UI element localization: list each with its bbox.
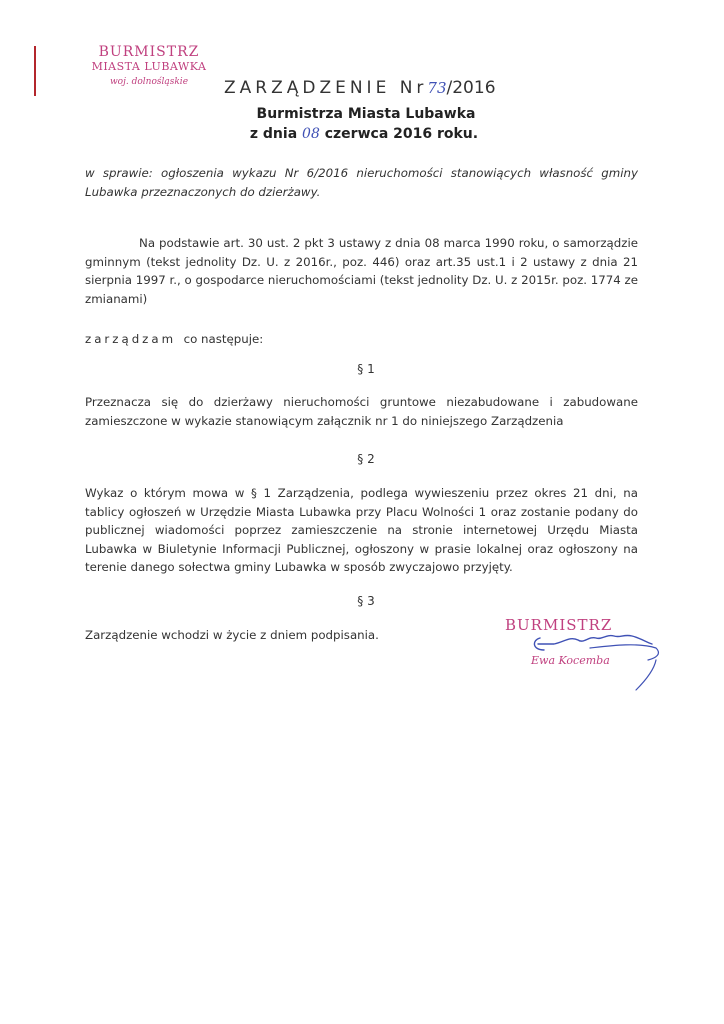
section-3-text: Zarządzenie wchodzi w życie z dniem podpisania. <box>85 628 379 642</box>
legal-basis-paragraph: Na podstawie art. 30 ust. 2 pkt 3 ustawy z dnia 08 marca 1990 roku, o samorządzie gminnym (tekst jednolity Dz. U. z 2016r., poz. 446) oraz art.35 ust.1 i 2 ustawy z dnia 21 sierpnia 1997 r., o gospodarce nieruchomościami (tekst jednolity Dz. U. z 2015r. poz. 1774 ze zmianami) <box>85 236 638 306</box>
handwritten-number: 73 <box>427 79 447 97</box>
title-prefix: ZARZĄDZENIE Nr <box>224 78 428 98</box>
date-prefix: z dnia <box>249 126 298 142</box>
section-mark-1: § 1 <box>357 362 375 376</box>
office-stamp <box>74 44 224 90</box>
subject-paragraph: w sprawie: ogłoszenia wykazu Nr 6/2016 nieruchomości stanowiących własność gminy Lubawka przeznaczonych do dzierżawy. <box>85 166 638 199</box>
handwritten-signature <box>528 624 668 694</box>
decree-rest: co następuje: <box>183 332 264 346</box>
signature-stamp-title: BURMISTRZ <box>505 616 613 634</box>
stamp-line-3: woj. dolnośląskie <box>109 77 189 87</box>
date-suffix: czerwca 2016 roku. <box>324 126 479 142</box>
signature-stamp-name: Ewa Kocemba <box>531 654 610 667</box>
document-title <box>224 78 496 98</box>
date-line <box>2 126 724 142</box>
section-1-text: Przeznacza się do dzierżawy nieruchomości gruntowe niezabudowane i zabudowane zamieszczone w wykazie stanowiącym załącznik nr 1 do niniejszego Zarządzenia <box>85 395 638 428</box>
stamp-line-1: BURMISTRZ <box>98 44 200 60</box>
section-mark-2: § 2 <box>357 452 375 466</box>
handwritten-day: 08 <box>302 126 320 142</box>
margin-mark <box>34 46 36 96</box>
title-suffix: /2016 <box>446 78 496 98</box>
section-mark-3: § 3 <box>357 594 375 608</box>
section-2-text: Wykaz o którym mowa w § 1 Zarządzenia, podlega wywieszeniu przez okres 21 dni, na tablicy ogłoszeń w Urzędzie Miasta Lubawka przy Placu Wolności 1 oraz zostanie podany do publicznej wiadomości poprzez zamieszczenie na stronie internetowej Urzędu Miasta Lubawka w Biuletynie Informacji Publicznej, ogłoszony w prasie lokalnej oraz ogłoszony na terenie danego sołectwa gminy Lubawka w sposób zwyczajowo przyjęty. <box>85 486 638 574</box>
issuer-line: Burmistrza Miasta Lubawka <box>256 106 476 122</box>
decree-phrase <box>85 330 638 349</box>
decree-word: zarządzam <box>85 332 177 346</box>
stamp-line-2: MIASTA LUBAWKA <box>91 60 207 73</box>
